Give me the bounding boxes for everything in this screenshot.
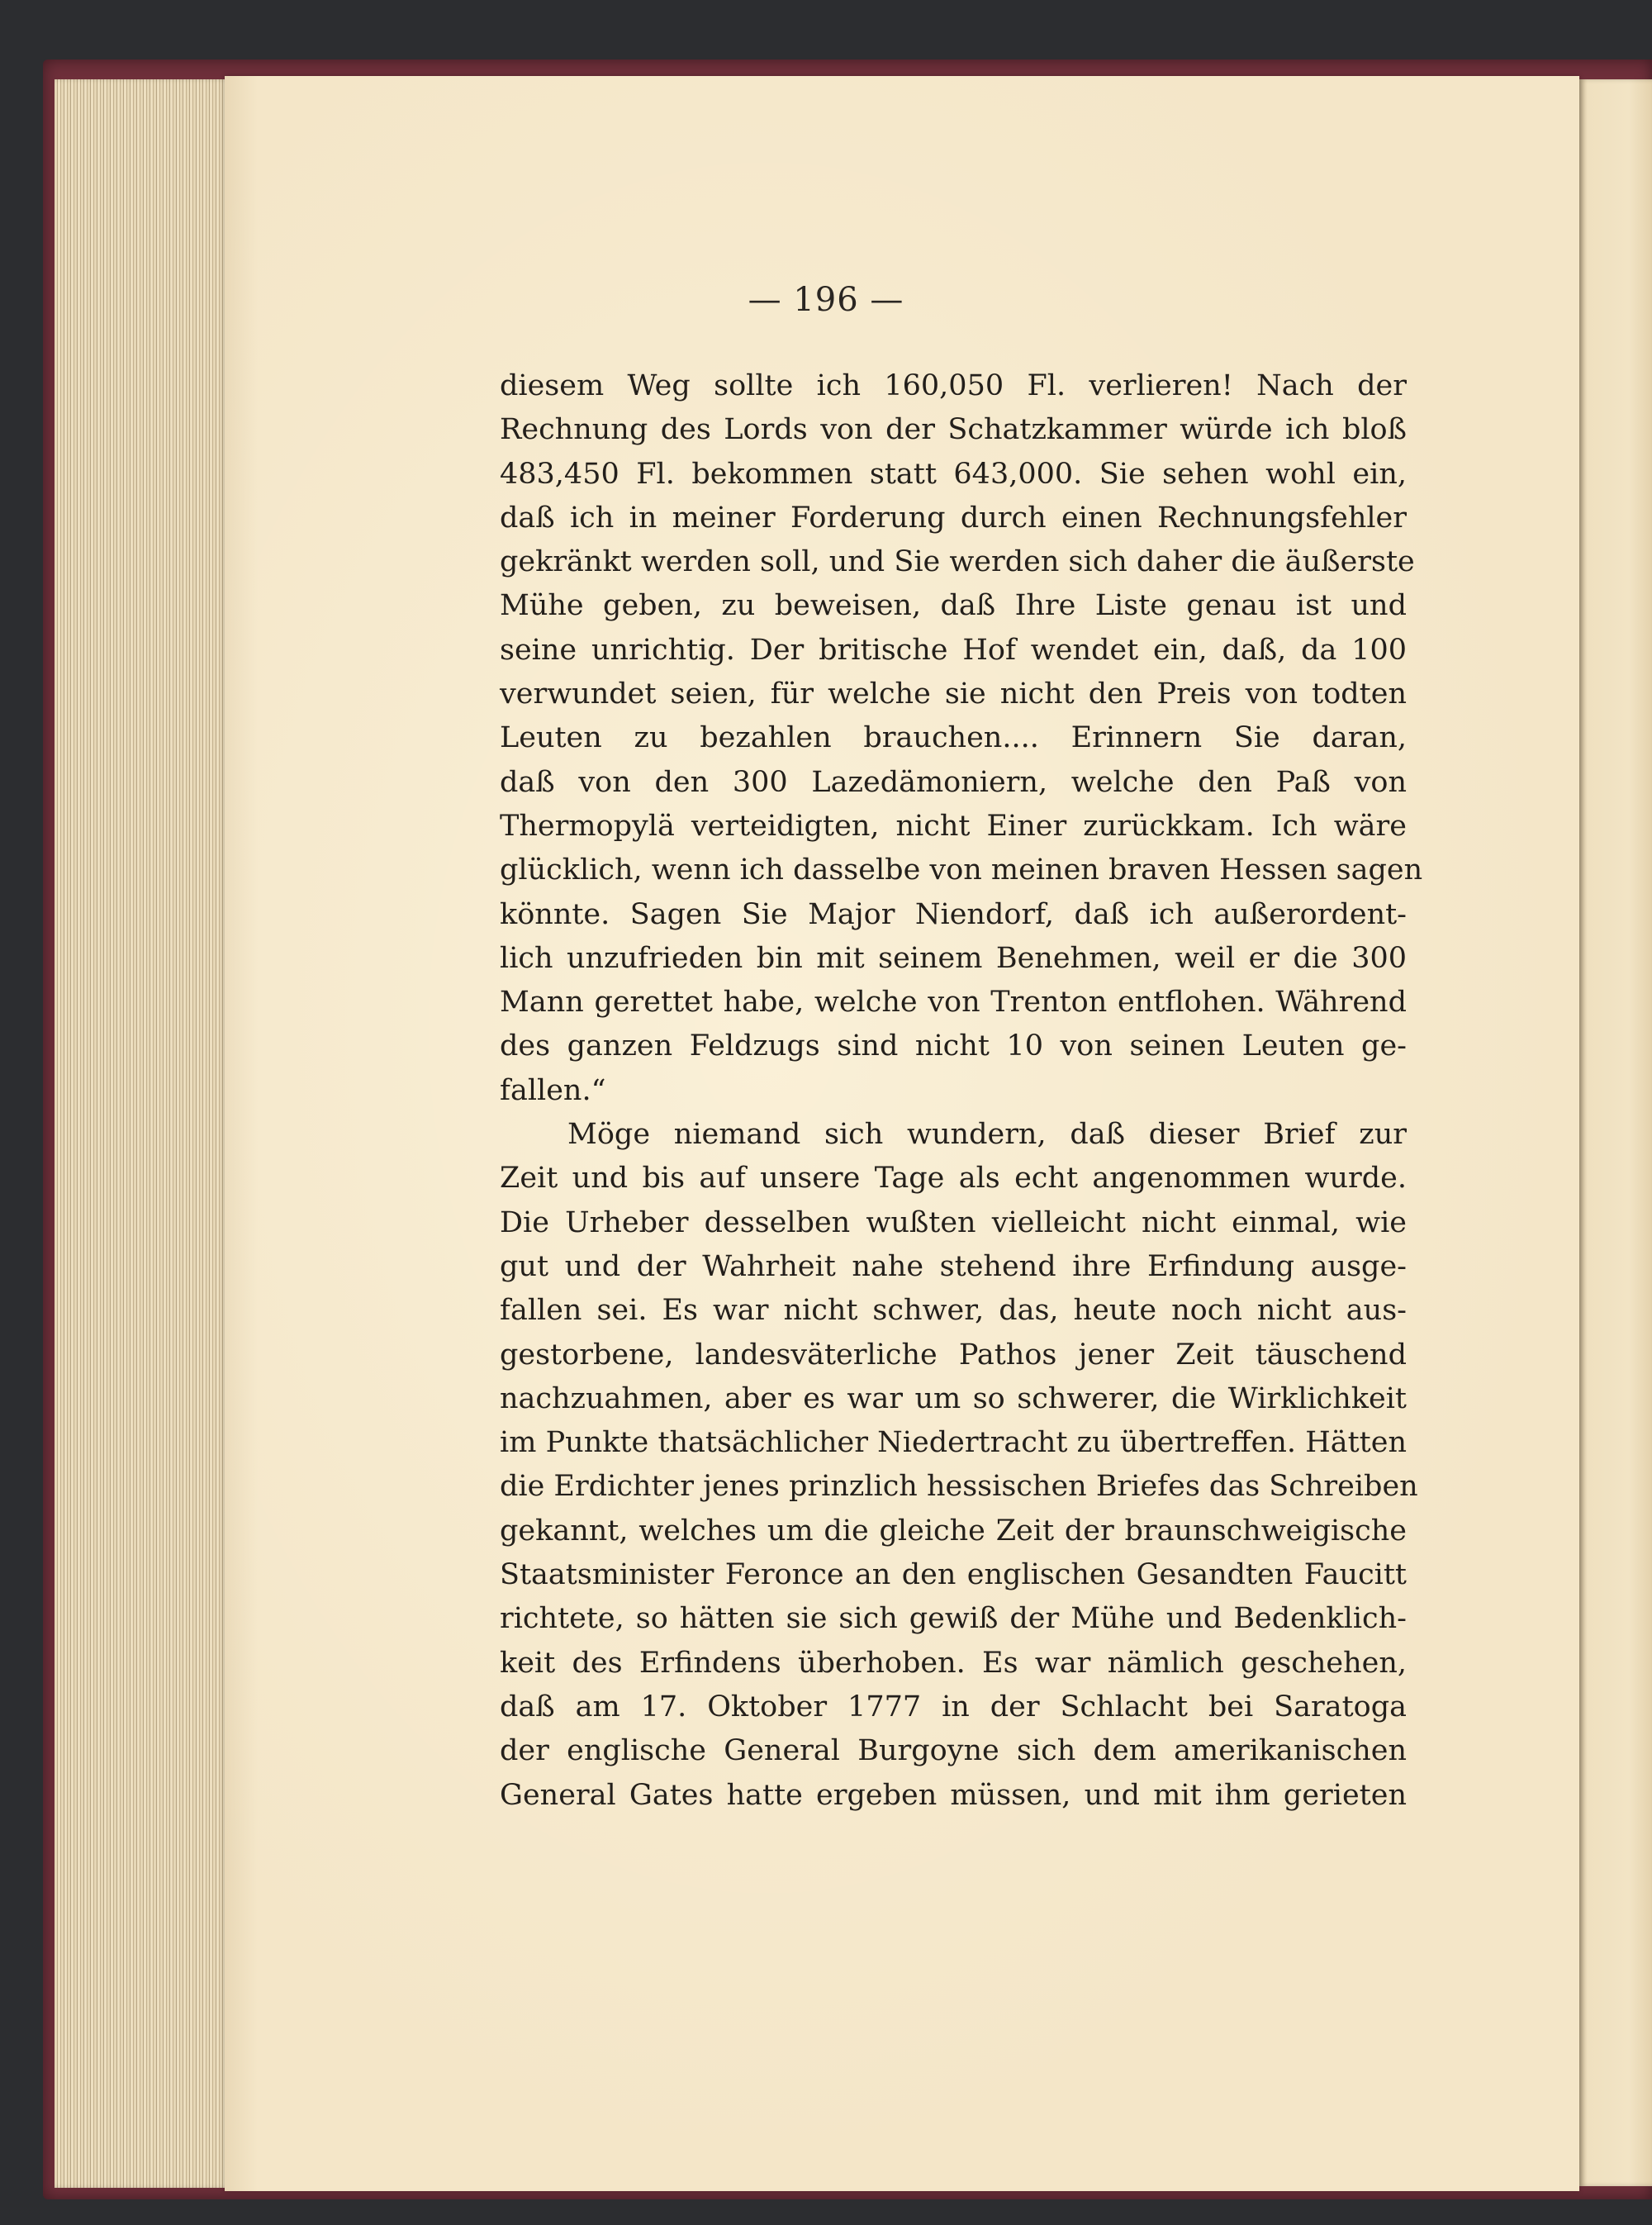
text-line: könnte. Sagen Sie Major Niendorf, daß ich außerordent- — [500, 897, 1407, 931]
text-line: gekannt, welches um die gleiche Zeit der braunschweigische — [500, 1514, 1407, 1548]
text-line: Leuten zu bezahlen brauchen.... Erinnern Sie daran, — [500, 721, 1407, 755]
text-line: Mühe geben, zu beweisen, daß Ihre Liste genau ist und — [500, 589, 1407, 623]
text-line: richtete, so hätten sie sich gewiß der Mühe und Bedenklich- — [500, 1602, 1407, 1636]
paragraph-start-line: Möge niemand sich wundern, daß dieser Brief zur — [567, 1118, 1407, 1152]
text-line: glücklich, wenn ich dasselbe von meinen braven Hessen sagen — [500, 853, 1423, 887]
page-number: — 196 — — [748, 281, 904, 319]
text-line: Zeit und bis auf unsere Tage als echt angenommen wurde. — [500, 1162, 1407, 1196]
text-line: daß am 17. Oktober 1777 in der Schlacht bei Saratoga — [500, 1690, 1407, 1723]
text-line: gestorbene, landesväterliche Pathos jener Zeit täuschend — [500, 1338, 1407, 1372]
text-line: daß von den 300 Lazedämoniern, welche den Paß von — [500, 765, 1407, 799]
page-edges — [55, 79, 233, 2188]
body-text — [500, 364, 1423, 1818]
text-line: im Punkte thatsächlicher Niedertracht zu übertreffen. Hätten — [500, 1426, 1407, 1460]
text-line: Staatsminister Feronce an den englischen Gesandten Faucitt — [500, 1558, 1407, 1592]
text-line: die Erdichter jenes prinzlich hessischen Briefes das Schreiben — [500, 1470, 1418, 1504]
text-line: Thermopylä verteidigten, nicht Einer zurückkam. Ich wäre — [500, 809, 1407, 843]
text-line: fallen sei. Es war nicht schwer, das, heute noch nicht aus- — [500, 1294, 1407, 1328]
text-line: Die Urheber desselben wußten vielleicht nicht einmal, wie — [500, 1205, 1407, 1239]
text-line: 483,450 Fl. bekommen statt 643,000. Sie sehen wohl ein, — [500, 457, 1407, 491]
text-line: verwundet seien, für welche sie nicht den Preis von todten — [500, 677, 1407, 711]
text-line: keit des Erfindens überhoben. Es war nämlich geschehen, — [500, 1646, 1407, 1680]
text-line: gut und der Wahrheit nahe stehend ihre Erfindung ausge- — [500, 1249, 1407, 1283]
text-line: des ganzen Feldzugs sind nicht 10 von seinen Leuten ge- — [500, 1029, 1407, 1063]
text-line: daß ich in meiner Forderung durch einen Rechnungsfehler — [500, 501, 1407, 535]
text-line: der englische General Burgoyne sich dem amerikanischen — [500, 1734, 1407, 1768]
text-line: fallen.“ — [500, 1073, 606, 1107]
text-line: Mann gerettet habe, welche von Trenton entflohen. Während — [500, 986, 1407, 1020]
text-line: gekränkt werden soll, und Sie werden sich daher die äußerste — [500, 545, 1415, 579]
text-line: Rechnung des Lords von der Schatzkammer würde ich bloß — [500, 413, 1407, 447]
next-page-edge — [1579, 79, 1652, 2186]
text-line: nachzuahmen, aber es war um so schwerer, die Wirklichkeit — [500, 1381, 1407, 1415]
text-line: diesem Weg sollte ich 160,050 Fl. verlieren! Nach der — [500, 369, 1407, 402]
text-line: General Gates hatte ergeben müssen, und mit ihm gerieten — [500, 1778, 1407, 1812]
text-line: lich unzufrieden bin mit seinem Benehmen, weil er die 300 — [500, 941, 1407, 975]
text-line: seine unrichtig. Der britische Hof wendet ein, daß, da 100 — [500, 633, 1407, 667]
